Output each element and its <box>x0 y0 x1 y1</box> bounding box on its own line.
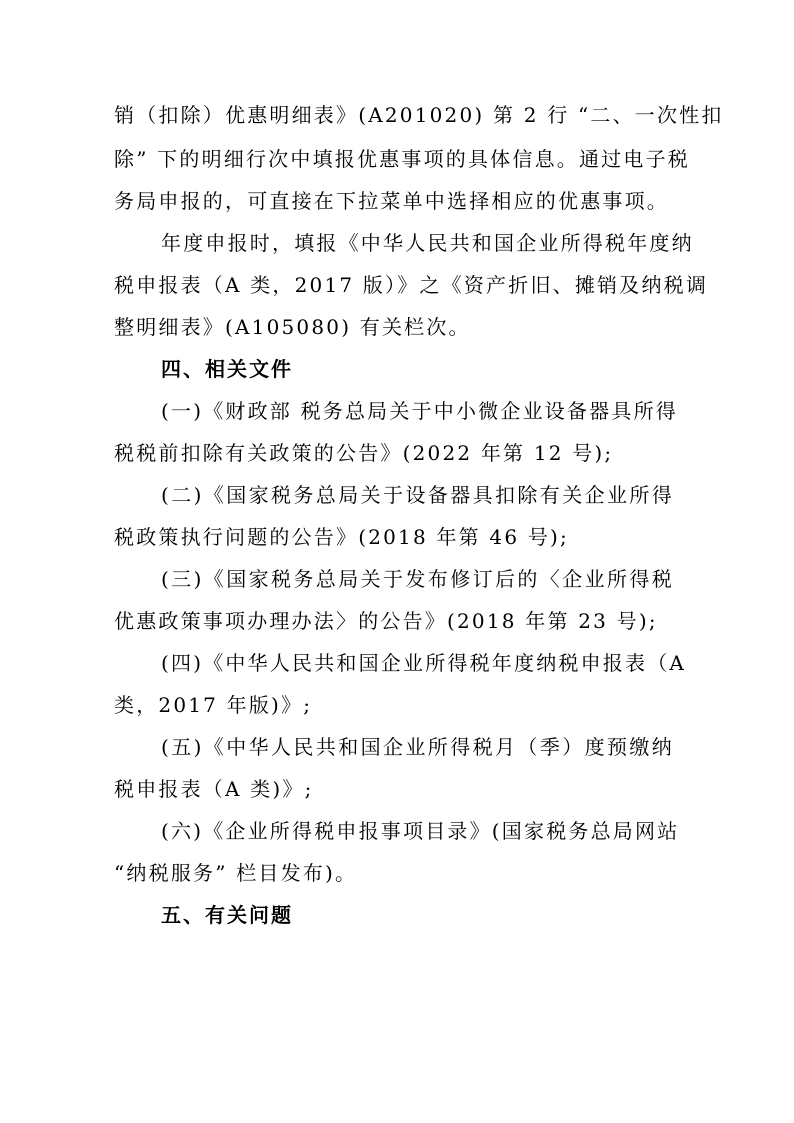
document-item-line: (一)《财政部 税务总局关于中小微企业设备器具所得 <box>161 399 678 423</box>
paragraph-line: 除” 下的明细行次中填报优惠事项的具体信息。通过电子税 <box>114 147 690 171</box>
document-item-line: 类，2017 年版)》; <box>114 693 313 717</box>
document-item-line: (三)《国家税务总局关于发布修订后的〈企业所得税 <box>161 567 674 591</box>
document-item-line: 税申报表（A 类)》; <box>114 777 314 801</box>
paragraph-line: 务局申报的，可直接在下拉菜单中选择相应的优惠事项。 <box>114 189 669 213</box>
document-item-line: (四)《中华人民共和国企业所得税年度纳税申报表（A <box>161 651 687 675</box>
document-item-line: (六)《企业所得税申报事项目录》(国家税务总局网站 <box>161 819 680 843</box>
document-item-line: “纳税服务” 栏目发布)。 <box>114 861 358 885</box>
document-item-line: 税政策执行问题的公告》(2018 年第 46 号); <box>114 525 569 549</box>
section-heading: 四、相关文件 <box>161 357 293 381</box>
paragraph-line: 整明细表》(A105080) 有关栏次。 <box>114 315 471 339</box>
paragraph-line: 销（扣除）优惠明细表》(A201020) 第 2 行 “二、一次性扣 <box>114 103 724 127</box>
paragraph-line: 年度申报时，填报《中华人民共和国企业所得税年度纳 <box>161 231 694 255</box>
document-item-line: (二)《国家税务总局关于设备器具扣除有关企业所得 <box>161 483 674 507</box>
section-heading: 五、有关问题 <box>161 903 293 927</box>
document-item-line: (五)《中华人民共和国企业所得税月（季）度预缴纳 <box>161 735 674 759</box>
document-item-line: 优惠政策事项办理办法〉的公告》(2018 年第 23 号); <box>114 609 658 633</box>
paragraph-line: 税申报表（A 类，2017 版）》之《资产折旧、摊销及纳税调 <box>114 273 709 297</box>
document-item-line: 税税前扣除有关政策的公告》(2022 年第 12 号); <box>114 441 614 465</box>
